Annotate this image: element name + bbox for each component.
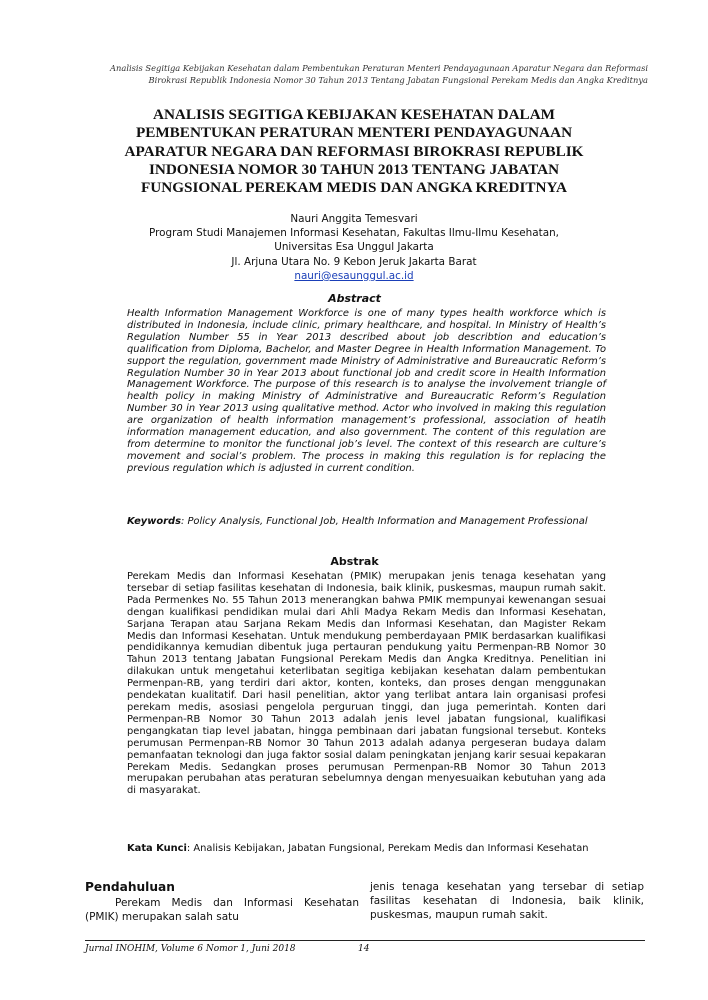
- title-line: PEMBENTUKAN PERATURAN MENTERI PENDAYAGUNAAN: [135, 124, 573, 142]
- kata-kunci-values: : Analisis Kebijakan, Jabatan Fungsional, Perekam Medis dan Informasi Kesehatan: [186, 843, 589, 854]
- title-line: APARATUR NEGARA DAN REFORMASI BIROKRASI REPUBLIK: [124, 142, 584, 160]
- title-line: INDONESIA NOMOR 30 TAHUN 2013 TENTANG JABATAN: [148, 160, 560, 178]
- title-line: ANALISIS SEGITIGA KEBIJAKAN KESEHATAN DALAM: [153, 106, 555, 123]
- keywords-en: [127, 516, 606, 529]
- abstrak-heading: Abstrak: [330, 555, 379, 568]
- page-number: 14: [358, 944, 370, 954]
- author-name: Nauri Anggita Temesvari: [290, 213, 418, 225]
- section-heading-pendahuluan: Pendahuluan: [85, 880, 175, 894]
- author-email-link[interactable]: nauri@esaunggul.ac.id: [294, 269, 414, 282]
- kata-kunci-label: Kata Kunci: [127, 843, 187, 854]
- abstract-heading: Abstract: [328, 292, 381, 305]
- author-university: Universitas Esa Unggul Jakarta: [274, 241, 434, 254]
- footer-divider: [85, 940, 645, 941]
- title-line: FUNGSIONAL PEREKAM MEDIS DAN ANGKA KREDITNYA: [140, 179, 567, 197]
- running-header: [60, 62, 648, 86]
- intro-right-column: jenis tenaga kesehatan yang tersebar di setiap fasilitas kesehatan di Indonesia, baik klinik, puskesmas, maupun rumah sakit.: [370, 881, 644, 921]
- abstract-text: Health Information Management Workforce is one of many types health workforce which is distributed in Indonesia, include clinic, primary healthcare, and hospital. In Ministry of Health’s Regulation Number 55 in Year 2013 described about job describtion and education’s qualification from Diploma, Bachelor, and Master Degree in Health Information Management. To support the regulation, government made Ministry of Administrative and Bureaucratic Reform’s Regulation Number 30 in Year 2013 about functional job and credit score in Health Information Management Workforce. The purpose of this research is to analyse the involvement triangle of health policy in making Ministry of Administrative and Bureaucratic Reform’s Regulation Number 30 in Year 2013 using qualitative method. Actor who involved in making this regulation are organization of health information management’s professional, association of heatlh information management education, and also government. The content of this regulation are from determine to monitor the functional job’s level. The context of this research are culture’s movement and social’s problem. The process in making this regulation is for replacing the previous regulation which is adjusted in current condition.: [127, 308, 606, 474]
- keywords-label: Keywords: [127, 516, 181, 527]
- keywords-id: [127, 843, 606, 856]
- footer-journal: Jurnal INOHIM, Volume 6 Nomor 1, Juni 2018: [85, 944, 296, 954]
- abstrak-text: Perekam Medis dan Informasi Kesehatan (PMIK) merupakan jenis tenaga kesehatan yang tersebar di setiap fasilitas kesehatan di Indonesia, baik klinik, puskesmas, maupun rumah sakit. Pada Permenkes No. 55 Tahun 2013 menerangkan bahwa PMIK mempunyai kewenangan sesuai dengan kualifikasi pendidikan mulai dari Ahli Madya Rekam Medis dan Informasi Kesehatan, Sarjana Terapan atau Sarjana Rekam Medis dan Informasi Kesehatan, dan Magister Rekam Medis dan Informasi Kesehatan. Untuk mendukung pemberdayaan PMIK berdasarkan kualifikasi pendidikannya kemudian dibentuk juga pertauran pendukung yaitu Permenpan-RB Nomor 30 Tahun 2013 tentang Jabatan Fungsional Perekam Medis dan Angka Kreditnya. Penelitian ini dilakukan untuk mengetahui keterlibatan segitiga kebijakan kesehatan dalam pembentukan Permenpan-RB, yang terdiri dari aktor, konten, konteks, dan proses dengan menggunakan pendekatan kualitatif. Dari hasil penelitian, aktor yang terlibat antara lain organisasi profesi perekam medis, asosiasi pengelola perguruan tinggi, dan juga pemerintah. Konten dari Permenpan-RB Nomor 30 Tahun 2013 adalah jenis level jabatan fungsional, kualifikasi pengangkatan tiap level jabatan, hingga pembinaan dari jabatan fungsional tersebut. Konteks perumusan Permenpan-RB Nomor 30 Tahun 2013 adalah adanya pergeseran budaya dalam pemanfaatan teknologi dan juga faktor sosial dalam peningkatan jenjang karir sesuai kepakaran Perekam Medis. Sedangkan proses perumusan Permenpan-RB Nomor 30 Tahun 2013 merupakan perubahan atas peraturan sebelumnya dengan menyesuaikan kebutuhan yang ada di masyarakat.: [127, 571, 606, 797]
- author-affiliation: Program Studi Manajemen Informasi Kesehatan, Fakultas Ilmu-Ilmu Kesehatan,: [149, 227, 559, 240]
- running-header-line-1: Analisis Segitiga Kebijakan Kesehatan dalam Pembentukan Peraturan Menteri Pendayagunaan Aparatur Negara dan Reformasi: [110, 63, 648, 73]
- author-block: [120, 212, 588, 283]
- running-header-line-2: Birokrasi Republik Indonesia Nomor 30 Tahun 2013 Tentang Jabatan Fungsional Perekam Medis dan Angka Kreditnya: [148, 75, 648, 85]
- intro-left-column: Perekam Medis dan Informasi Kesehatan (PMIK) merupakan salah satu: [85, 897, 359, 923]
- keywords-values: : Policy Analysis, Functional Job, Health Information and Management Professional: [180, 516, 588, 527]
- paper-title: [95, 106, 613, 197]
- author-address: Jl. Arjuna Utara No. 9 Kebon Jeruk Jakarta Barat: [231, 255, 477, 268]
